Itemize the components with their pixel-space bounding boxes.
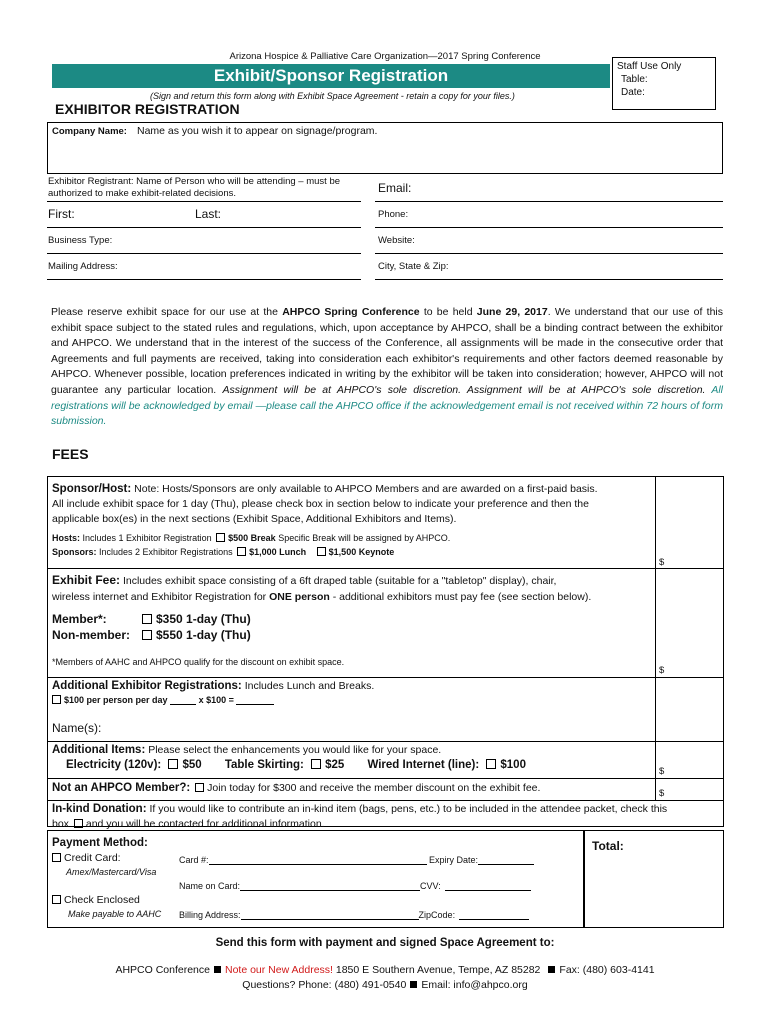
payment-method-heading: Payment Method:: [52, 837, 148, 849]
send-instructions: Send this form with payment and signed Space Agreement to:: [215, 937, 555, 949]
checkbox-1000-lunch[interactable]: [237, 547, 246, 556]
footer-address-line: AHPCO Conference Note our New Address! 1850 E Southern Avenue, Tempe, AZ 85282 Fax: (480) 603-4141: [115, 964, 655, 976]
additional-total-field[interactable]: [236, 694, 274, 705]
instructions: (Sign and return this form along with Exhibit Space Agreement - retain a copy for your files.): [150, 91, 515, 101]
card-number-line: Card #: Expiry Date:: [179, 854, 534, 865]
additional-items-options: Electricity (120v): $50 Table Skirting: $25 Wired Internet (line): $100: [66, 759, 526, 771]
zip-code-field[interactable]: [459, 909, 529, 920]
business-type-label: Business Type:: [48, 235, 113, 246]
names-label: Name(s):: [52, 721, 102, 735]
row-divider: [47, 677, 724, 678]
phone-field[interactable]: [375, 227, 723, 228]
company-name-label: Company Name:: [52, 126, 127, 137]
checkbox-check[interactable]: [52, 895, 61, 904]
items-amount[interactable]: $: [659, 766, 665, 777]
fees-table: [47, 476, 724, 827]
agreement-paragraph: Please reserve exhibit space for our use at the AHPCO Spring Conference to be held June 29, 2017. We understand that our use of this exhibit space subject to the stated rules and regulations, which, upon acceptance by AHPCO, shall be a binding contract between the exhibitor and AHPCO. We understand that in the interest of the success of the Conference, all assignments will be made in the consecutive order that Agreements and full payments are received, taking into consideration each exhibitor's requirements and other factors deemed reasonable by AHPCO. Whenever possible, location preferences indicated in writing by the exhibitor will be taken into consideration; however, AHPCO will not guarantee any particular location. Assignment will be at AHPCO's sole discretion. Assignment will be at AHPCO's sole discretion. All registrations will be acknowledged by email —please call the AHPCO office if the acknowledgement email is not received within 72 hours of form submission.: [51, 306, 723, 428]
checkbox-inkind[interactable]: [74, 819, 83, 828]
total-label: Total:: [592, 839, 624, 853]
sponsors-line: Sponsors: Includes 2 Exhibitor Registrations $1,000 Lunch $1,500 Keynote: [52, 547, 395, 557]
row-divider: [47, 800, 724, 801]
mailing-address-field[interactable]: [47, 279, 361, 280]
additional-rate-line: $100 per person per day x $100 =: [52, 694, 274, 705]
checkbox-500-break[interactable]: [216, 533, 225, 542]
not-member-line: Not an AHPCO Member?: Join today for $300 and receive the member discount on the exhibit fee.: [52, 782, 541, 794]
city-state-zip-field[interactable]: [375, 279, 723, 280]
first-name-label: First:: [48, 207, 75, 221]
membership-amount[interactable]: $: [659, 788, 665, 799]
name-on-card-field[interactable]: [240, 880, 420, 891]
fees-heading: FEES: [52, 446, 89, 462]
member-note: *Members of AAHC and AHPCO qualify for the discount on exhibit space.: [52, 657, 345, 667]
billing-address-line: Billing Address: ZipCode:: [179, 909, 529, 920]
website-field[interactable]: [375, 253, 723, 254]
checkbox-nonmember[interactable]: [142, 630, 152, 640]
row-divider: [47, 568, 724, 569]
checkbox-wired-internet[interactable]: [486, 759, 496, 769]
checkbox-1500-keynote[interactable]: [317, 547, 326, 556]
sponsor-amount[interactable]: $: [659, 557, 665, 568]
row-divider: [47, 741, 724, 742]
staff-use-label: Staff Use Only: [617, 61, 682, 72]
staff-table-label: Table:: [621, 74, 648, 85]
nonmember-option: Non-member: $550 1-day (Thu): [52, 628, 251, 642]
additional-items: Additional Items: Please select the enhancements you would like for your space.: [52, 744, 442, 756]
checkbox-additional[interactable]: [52, 695, 61, 704]
name-on-card-line: Name on Card: CVV:: [179, 880, 531, 891]
registrant-note: Exhibitor Registrant: Name of Person who will be attending – must be authorized to make exhibit-related decisions.: [48, 176, 341, 199]
conference-title: Arizona Hospice & Palliative Care Organization—2017 Spring Conference: [229, 51, 541, 62]
checkbox-member[interactable]: [142, 614, 152, 624]
checkbox-electricity[interactable]: [168, 759, 178, 769]
website-label: Website:: [378, 235, 415, 246]
check-payable: Make payable to AAHC: [68, 909, 162, 919]
page-title: Exhibit/Sponsor Registration: [213, 66, 449, 85]
additional-exhibitors: Additional Exhibitor Registrations: Includes Lunch and Breaks.: [52, 680, 375, 692]
company-name-hint: Name as you wish it to appear on signage/program.: [137, 125, 378, 137]
card-number-field[interactable]: [209, 854, 427, 865]
cvv-field[interactable]: [445, 880, 531, 891]
exhibitor-heading: EXHIBITOR REGISTRATION: [55, 101, 240, 117]
business-type-field[interactable]: [47, 253, 361, 254]
last-name-label: Last:: [195, 207, 222, 221]
card-types: Amex/Mastercard/Visa: [66, 867, 157, 877]
divider: [47, 201, 361, 202]
first-last-field[interactable]: [47, 227, 361, 228]
hosts-line: Hosts: Includes 1 Exhibitor Registration $500 Break Specific Break will be assigned by AHPCO.: [52, 533, 451, 543]
exhibit-fee-amount[interactable]: $: [659, 665, 665, 676]
member-option: Member*: $350 1-day (Thu): [52, 612, 251, 626]
sponsor-text: Sponsor/Host: Note: Hosts/Sponsors are only available to AHPCO Members and are awarded on a first-paid basis. All include exhibit space for 1 day (Thu), please check box in section below to indicate your preference and then the applicable box(es) in the next sections (Exhibit Space, Additional Exhibitors and Items).: [52, 483, 598, 525]
staff-date-label: Date:: [621, 87, 645, 98]
checkbox-join[interactable]: [195, 783, 204, 792]
city-state-zip-label: City, State & Zip:: [378, 261, 449, 272]
phone-label: Phone:: [378, 209, 409, 220]
footer-contact-line: Questions? Phone: (480) 491-0540 Email: info@ahpco.org: [242, 979, 528, 991]
inkind-donation: In-kind Donation: If you would like to contribute an in-kind item (bags, pens, etc.) to be included in the attendee packet, check this box and you will be contacted for additional information.: [52, 803, 668, 830]
email-label: Email:: [378, 181, 412, 195]
check-option: Check Enclosed: [52, 894, 140, 906]
amount-column-divider: [655, 476, 656, 801]
email-field[interactable]: [375, 201, 723, 202]
credit-card-option: Credit Card:: [52, 852, 121, 864]
additional-count-field[interactable]: [170, 694, 196, 705]
row-divider: [47, 778, 724, 779]
checkbox-table-skirting[interactable]: [311, 759, 321, 769]
exhibit-fee-text: Exhibit Fee: Includes exhibit space consisting of a 6ft draped table (suitable for a "tabletop" display), chair, wireless internet and Exhibitor Registration for ONE person - additional exhibitors must pay fee (see section below).: [52, 573, 592, 603]
billing-address-field[interactable]: [241, 909, 419, 920]
checkbox-credit-card[interactable]: [52, 853, 61, 862]
expiry-date-field[interactable]: [478, 854, 534, 865]
mailing-address-label: Mailing Address:: [48, 261, 118, 272]
